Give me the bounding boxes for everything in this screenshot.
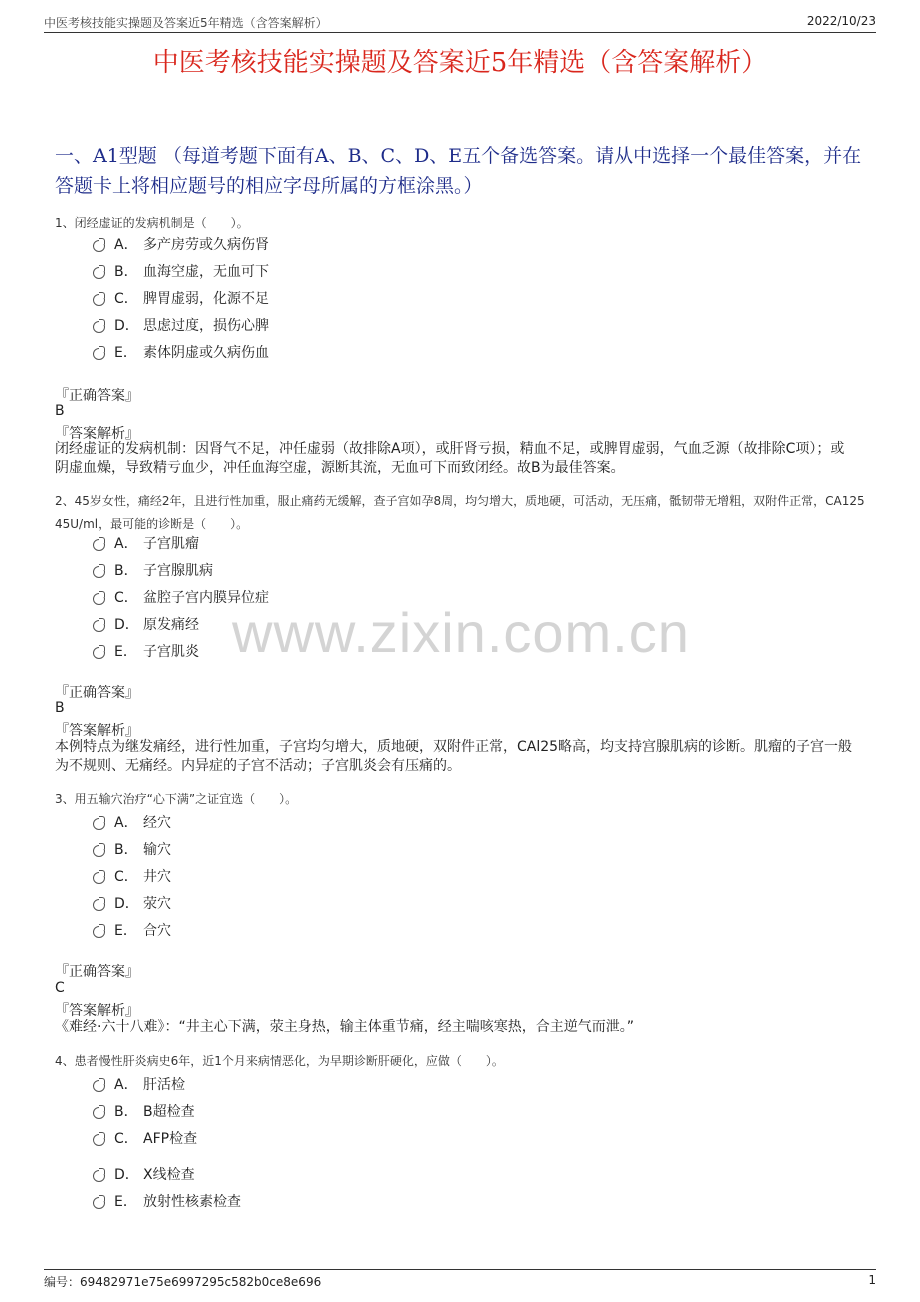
- question-3-analysis: 《难经·六十八难》：“井主心下满，荥主身热，输主体重节痛，经主喘咳寒热，合主逆气而泄。”: [55, 1019, 634, 1035]
- question-2-analysis: 本例特点为继发痛经，进行性加重，子宫均匀增大，质地硬，双附件正常，CAl25略高，均支持宫腺肌病的诊断。肌瘤的子宫一般为不规则、无痛经。内异症的子宫不活动；子宫肌炎会有压痛的。: [55, 739, 853, 774]
- watermark: www.zixin.com.cn: [232, 601, 690, 664]
- radio-icon[interactable]: [93, 1170, 105, 1182]
- header-date: 2022/10/23: [806, 14, 876, 28]
- header-doc-title: 中医考核技能实操题及答案近5年精选（含答案解析）: [44, 16, 328, 30]
- correct-answer-label: 『正确答案』: [55, 964, 139, 980]
- page-number: 1: [868, 1273, 876, 1287]
- document-title: 中医考核技能实操题及答案近5年精选（含答案解析）: [152, 48, 768, 78]
- radio-icon[interactable]: [93, 926, 105, 938]
- analysis-label: 『答案解析』: [55, 723, 139, 739]
- radio-icon[interactable]: [93, 818, 105, 830]
- correct-answer-label: 『正确答案』: [55, 388, 139, 404]
- question-2-answer: B: [55, 700, 65, 716]
- radio-icon[interactable]: [93, 566, 105, 578]
- radio-icon[interactable]: [93, 1134, 105, 1146]
- radio-icon[interactable]: [93, 240, 105, 252]
- question-3-stem: 3、用五输穴治疗“心下满”之证宜选（ ）。: [55, 792, 298, 806]
- radio-icon[interactable]: [93, 899, 105, 911]
- radio-icon[interactable]: [93, 321, 105, 333]
- correct-answer-label: 『正确答案』: [55, 685, 139, 701]
- analysis-label: 『答案解析』: [55, 1003, 139, 1019]
- page-header: [44, 12, 876, 33]
- analysis-label: 『答案解析』: [55, 426, 139, 442]
- radio-icon[interactable]: [93, 267, 105, 279]
- question-2-stem: 2、45岁女性，痛经2年，且进行性加重，服止痛药无缓解，查子宫如孕8周，均匀增大，质地硬，可活动，无压痛，骶韧带无增粗，双附件正常，CA125 45U/ml，最可能的诊断是（ ）。: [55, 494, 865, 531]
- question-1-analysis: 闭经虚证的发病机制：因肾气不足，冲任虚弱（故排除A项），或肝肾亏损，精血不足，或脾胃虚弱，气血乏源（故排除C项）；或阴虚血燥，导致精亏血少，冲任血海空虚，源断其流，无血可下而致闭经。故B为最佳答案。: [55, 441, 845, 476]
- radio-icon[interactable]: [93, 1197, 105, 1209]
- section-heading: 一、A1型题 （每道考题下面有A、B、C、D、E五个备选答案。请从中选择一个最佳答案，并在答题卡上将相应题号的相应字母所属的方框涂黑。）: [55, 145, 862, 197]
- question-1-stem: 1、闭经虚证的发病机制是（ ）。: [55, 216, 249, 230]
- question-1-answer: B: [55, 403, 65, 419]
- radio-icon[interactable]: [93, 620, 105, 632]
- radio-icon[interactable]: [93, 294, 105, 306]
- radio-icon[interactable]: [93, 845, 105, 857]
- document-code: 编号：69482971e75e6997295c582b0ce8e696: [44, 1275, 322, 1289]
- radio-icon[interactable]: [93, 872, 105, 884]
- radio-icon[interactable]: [93, 1080, 105, 1092]
- page-footer: [44, 1269, 876, 1289]
- radio-icon[interactable]: [93, 647, 105, 659]
- radio-icon[interactable]: [93, 593, 105, 605]
- radio-icon[interactable]: [93, 348, 105, 360]
- question-3-answer: C: [55, 980, 65, 996]
- radio-icon[interactable]: [93, 1107, 105, 1119]
- radio-icon[interactable]: [93, 539, 105, 551]
- question-4-stem: 4、患者慢性肝炎病史6年，近1个月来病情恶化，为早期诊断肝硬化，应做（ ）。: [55, 1054, 504, 1068]
